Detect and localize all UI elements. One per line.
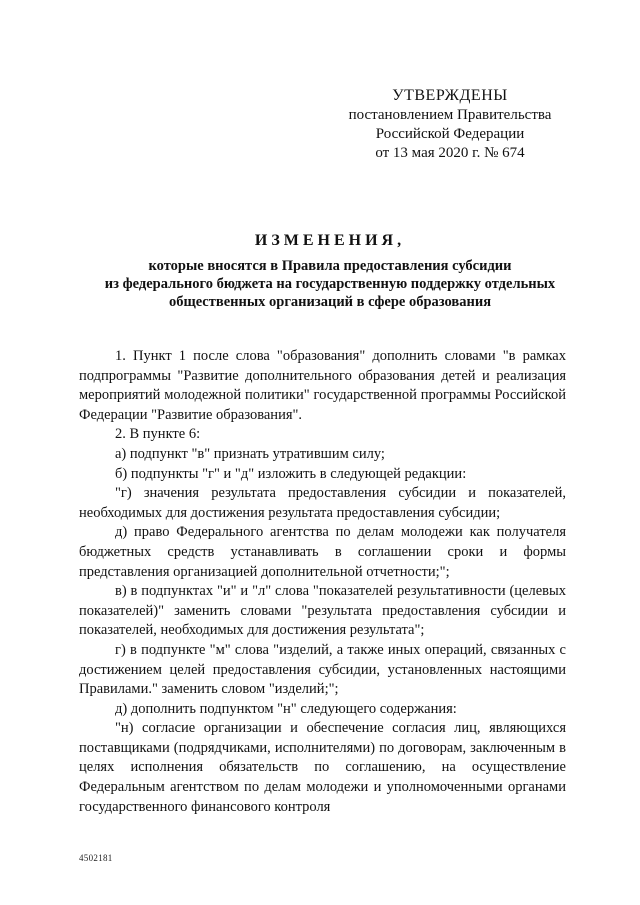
paragraph-4: б) подпункты "г" и "д" изложить в следующей редакции: bbox=[115, 465, 467, 482]
approval-line-3: от 13 мая 2020 г. № 674 bbox=[375, 145, 525, 161]
title-line-1: которые вносятся в Правила предоставления субсидии bbox=[148, 258, 512, 274]
document-title bbox=[60, 230, 600, 311]
approval-line-1: постановлением Правительства bbox=[348, 107, 552, 123]
paragraph-1: 1. Пункт 1 после слова "образования" дополнить словами "в рамках подпрограммы "Развитие дополнительного образования детей и реализация мероприятий молодежной политики" государственной программы Российской Федерации "Развитие образования". bbox=[79, 348, 566, 423]
title-main: ИЗМЕНЕНИЯ, bbox=[254, 232, 406, 249]
title-line-2: из федерального бюджета на государственную поддержку отдельных bbox=[104, 276, 556, 292]
document-number: 4502181 bbox=[79, 853, 113, 863]
paragraph-6: д) право Федерального агентства по делам молодежи как получателя бюджетных средств устанавливать в соглашении сроки и формы представления организацией дополнительной отчетности;"; bbox=[79, 524, 566, 580]
paragraph-10: "н) согласие организации и обеспечение согласия лиц, являющихся поставщиками (подрядчиками, исполнителями) по договорам, заключенным в целях исполнения обязательств по соглашению, на осуществление Федеральным агентством по делам молодежи и уполномоченными органами государственного финансового контроля bbox=[79, 720, 566, 815]
paragraph-8: г) в подпункте "м" слова "изделий, а также иных операций, связанных с достижением целей предоставления субсидии, установленных настоящими Правилами." заменить словом "изделий;"; bbox=[79, 641, 566, 698]
approval-block bbox=[330, 86, 570, 163]
title-line-3: общественных организаций в сфере образования bbox=[168, 294, 492, 310]
paragraph-2: 2. В пункте 6: bbox=[115, 426, 201, 443]
paragraph-9: д) дополнить подпунктом "н" следующего содержания: bbox=[115, 700, 457, 717]
document-body bbox=[79, 347, 566, 817]
approval-heading: УТВЕРЖДЕНЫ bbox=[392, 87, 508, 104]
paragraph-3: а) подпункт "в" признать утратившим силу; bbox=[115, 445, 385, 462]
paragraph-5: "г) значения результата предоставления субсидии и показателей, необходимых для достижения результата предоставления субсидии; bbox=[79, 485, 566, 521]
paragraph-7: в) в подпунктах "и" и "л" слова "показателей результативности (целевых показателей)" заменить словами "результата предоставления субсидии и показателей, необходимых для достижения результата"; bbox=[79, 583, 566, 639]
approval-line-2: Российской Федерации bbox=[375, 126, 525, 142]
